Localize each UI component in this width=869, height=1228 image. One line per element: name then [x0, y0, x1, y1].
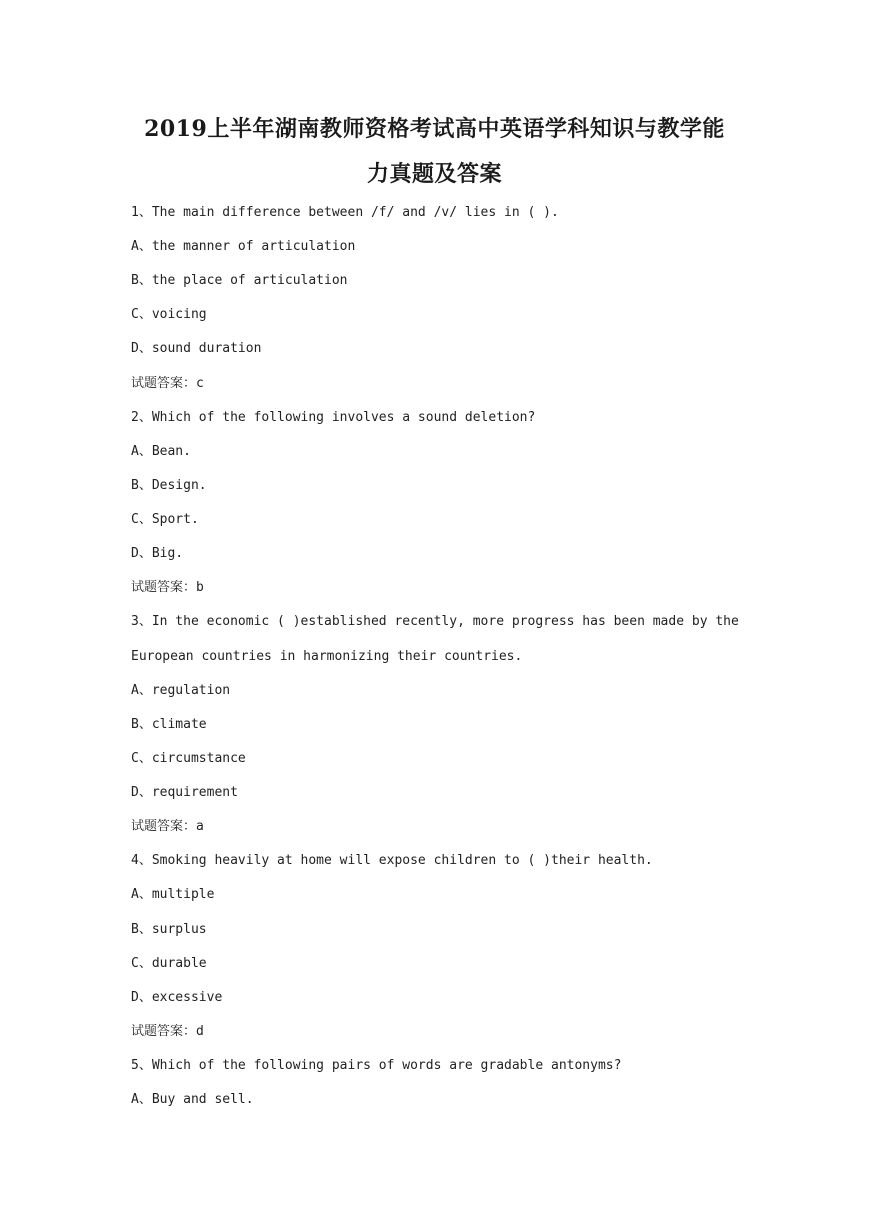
question-2-option-a: A、Bean.: [131, 444, 191, 459]
question-1-option-b: B、the place of articulation: [131, 273, 348, 288]
question-4-option-b: B、surplus: [131, 922, 207, 937]
question-4-option-a: A、multiple: [131, 887, 215, 902]
question-5-stem: 5、Which of the following pairs of words are gradable antonyms?: [131, 1058, 622, 1073]
question-2-stem: 2、Which of the following involves a sound deletion?: [131, 410, 536, 425]
question-2-option-d: D、Big.: [131, 546, 184, 561]
question-2-option-c: C、Sport.: [131, 512, 199, 527]
document-title-line-1: 2019上半年湖南教师资格考试高中英语学科知识与教学能: [144, 116, 725, 142]
question-4-option-c: C、durable: [131, 956, 207, 971]
question-1-answer: 试题答案：c: [131, 376, 204, 391]
question-3-option-d: D、requirement: [131, 785, 238, 800]
question-1-stem: 1、The main difference between /f/ and /v/ lies in ( ).: [131, 205, 559, 220]
question-3-stem: 3、In the economic ( )established recently, more progress has been made by the: [131, 614, 739, 629]
question-4-option-d: D、excessive: [131, 990, 223, 1005]
question-5-option-a: A、Buy and sell.: [131, 1092, 254, 1107]
document-title-line-2: 力真题及答案: [366, 161, 502, 187]
question-2-option-b: B、Design.: [131, 478, 207, 493]
question-3-option-b: B、climate: [131, 717, 207, 732]
question-1-option-c: C、voicing: [131, 307, 207, 322]
question-2-answer: 试题答案：b: [131, 580, 204, 595]
question-4-stem: 4、Smoking heavily at home will expose children to ( )their health.: [131, 853, 653, 868]
question-3-stem-continued: European countries in harmonizing their countries.: [131, 649, 523, 664]
question-4-answer: 试题答案：d: [131, 1024, 204, 1039]
question-1-option-a: A、the manner of articulation: [131, 239, 356, 254]
question-3-answer: 试题答案：a: [131, 819, 204, 834]
question-1-option-d: D、sound duration: [131, 341, 262, 356]
question-3-option-c: C、circumstance: [131, 751, 246, 766]
question-3-option-a: A、regulation: [131, 683, 231, 698]
